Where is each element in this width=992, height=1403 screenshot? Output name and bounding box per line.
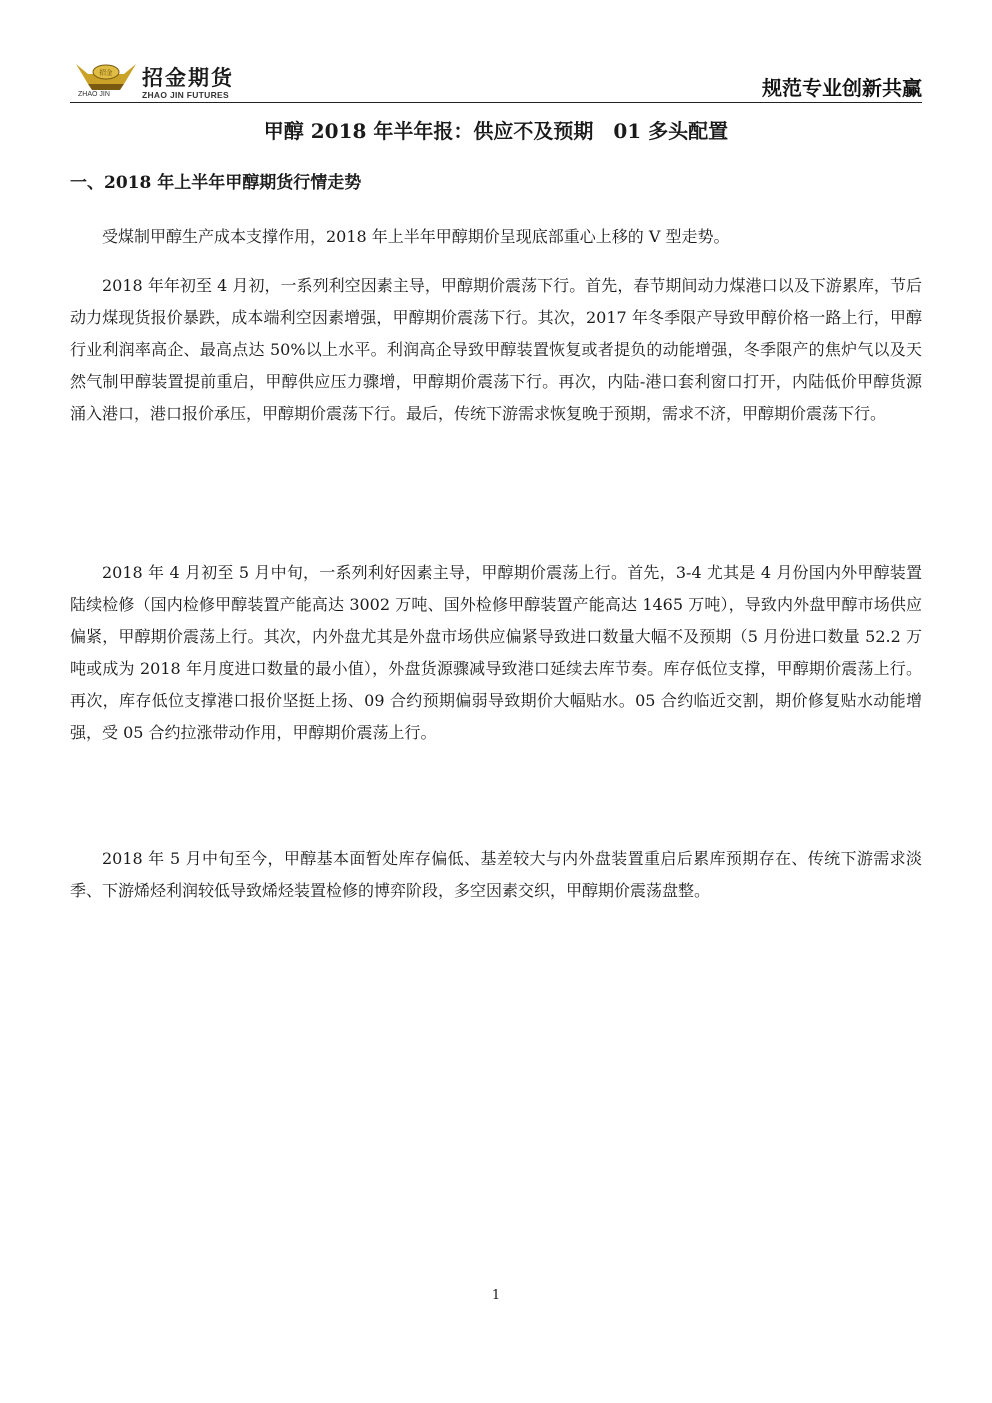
header-divider — [70, 102, 922, 103]
company-logo — [70, 60, 250, 102]
paragraph-spring-rally: 2018 年 4 月初至 5 月中旬，一系列利好因素主导，甲醇期价震荡上行。首先，3-4 尤其是 4 月份国内外甲醇装置陆续检修（国内检修甲醇装置产能高达 3002 万吨、国外检修甲醇装置产能高达 1465 万吨），导致内外盘甲醇市场供应偏紧，甲醇期价震荡上行。其次，内外盘尤其是外盘市场供应偏紧导致进口数量大幅不及预期（5 月份进口数量 52.2 万吨或成为 2018 年月度进口数量的最小值），外盘货源骤减导致港口延续去库节奏。库存低位支撑，甲醇期价震荡上行。再次，库存低位支撑港口报价坚挺上扬、09 合约预期偏弱导致期价大幅贴水。05 合约临近交割，期价修复贴水动能增强，受 05 合约拉涨带动作用，甲醇期价震荡上行。 — [70, 563, 922, 742]
paragraph-summary: 受煤制甲醇生产成本支撑作用，2018 年上半年甲醇期价呈现底部重心上移的 V 型走势。 — [102, 227, 730, 246]
paragraph-early-year-decline: 2018 年年初至 4 月初，一系列利空因素主导，甲醇期价震荡下行。首先，春节期间动力煤港口以及下游累库，节后动力煤现货报价暴跌，成本端利空因素增强，甲醇期价震荡下行。其次，2017 年冬季限产导致甲醇价格一路上行，甲醇行业利润率高企、最高点达 50%以上水平。利润高企导致甲醇装置恢复或者提负的动能增强，冬季限产的焦炉气以及天然气制甲醇装置提前重启，甲醇供应压力骤增，甲醇期价震荡下行。再次，内陆-港口套利窗口打开，内陆低价甲醇货源涌入港口，港口报价承压，甲醇期价震荡下行。最后，传统下游需求恢复晚于预期，需求不济，甲醇期价震荡下行。 — [70, 276, 922, 423]
header-slogan: 规范专业创新共赢 — [762, 76, 922, 100]
logo-emblem-icon — [74, 60, 138, 92]
logo-chinese-name: 招金期货 — [142, 66, 234, 90]
section-heading: 一、2018 年上半年甲醇期货行情走势 — [70, 173, 362, 193]
logo-english-name: ZHAO JIN FUTURES — [142, 90, 229, 100]
page-number: 1 — [491, 1288, 501, 1303]
logo-pinyin: ZHAO JIN — [78, 91, 110, 98]
paragraph-recent-consolidation: 2018 年 5 月中旬至今，甲醇基本面暂处库存偏低、基差较大与内外盘装置重启后累库预期存在、传统下游需求淡季、下游烯烃利润较低导致烯烃装置检修的博弈阶段，多空因素交织，甲醇期价震荡盘整。 — [70, 849, 922, 900]
logo-badge-text: 招金 — [99, 68, 113, 77]
page-header — [0, 0, 992, 104]
document-title: 甲醇 2018 年半年报：供应不及预期 01 多头配置 — [263, 119, 729, 143]
